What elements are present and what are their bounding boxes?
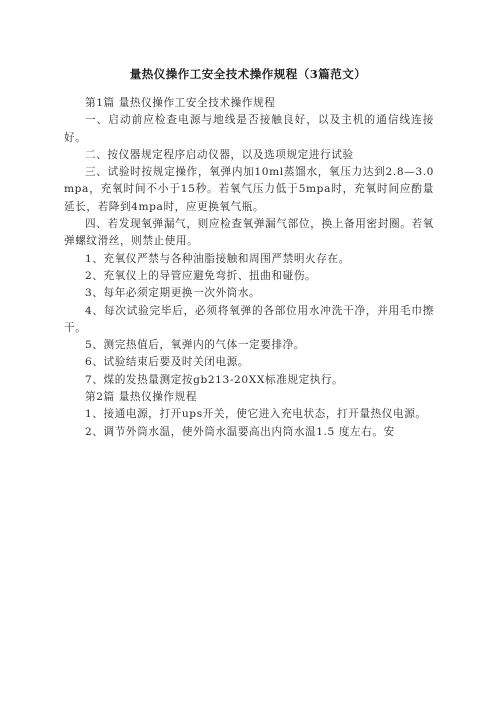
list-item: 4、每次试验完毕后，必须将氧弹的各部位用水冲洗干净，并用毛巾擦干。	[64, 304, 434, 334]
list-item: 2、充氧仪上的导管应避免弯折、扭曲和碰伤。	[85, 269, 317, 282]
list-item: 7、煤的发热量测定按gb213-20XX标准规定执行。	[85, 373, 344, 386]
list-item: 5、测完热值后，氧弹内的气体一定要排净。	[85, 339, 306, 352]
paragraph: 四、若发现氧弹漏气，则应检查氧弹漏气部位，换上备用密封圈。若氧弹螺纹滑丝，则禁止使用。	[64, 218, 434, 248]
paragraph: 三、试验时按规定操作，氧弹内加10ml蒸馏水，氧压力达到2.8—3.0mpa，充氧时间不小于15秒。若氧气压力低于5mpa时，充氧时间应酌量延长，若降到4mpa时，应更换氧气瓶。	[64, 166, 434, 213]
section-heading-2: 第2篇 量热仪操作规程	[85, 391, 198, 404]
document-body	[64, 95, 434, 441]
list-item: 1、接通电源，打开ups开关，使它进入充电状态，打开量热仪电源。	[85, 408, 427, 421]
paragraph: 一、启动前应检查电源与地线是否接触良好，以及主机的通信线连接好。	[64, 114, 434, 144]
paragraph: 二、按仪器规定程序启动仪器，以及选项规定进行试验	[85, 148, 354, 161]
list-item: 6、试验结束后要及时关闭电源。	[85, 356, 250, 369]
document-title: 量热仪操作工安全技术操作规程（3篇范文）	[129, 67, 367, 81]
list-item: 2、调节外筒水温，使外筒水温要高出内筒水温1.5 度左右。安	[85, 425, 395, 438]
section-heading-1: 第1篇 量热仪操作工安全技术操作规程	[85, 97, 276, 109]
list-item: 3、每年必须定期更换一次外筒水。	[85, 287, 261, 300]
list-item: 1、充氧仪严禁与各种油脂接触和周围严禁明火存在。	[85, 252, 350, 265]
